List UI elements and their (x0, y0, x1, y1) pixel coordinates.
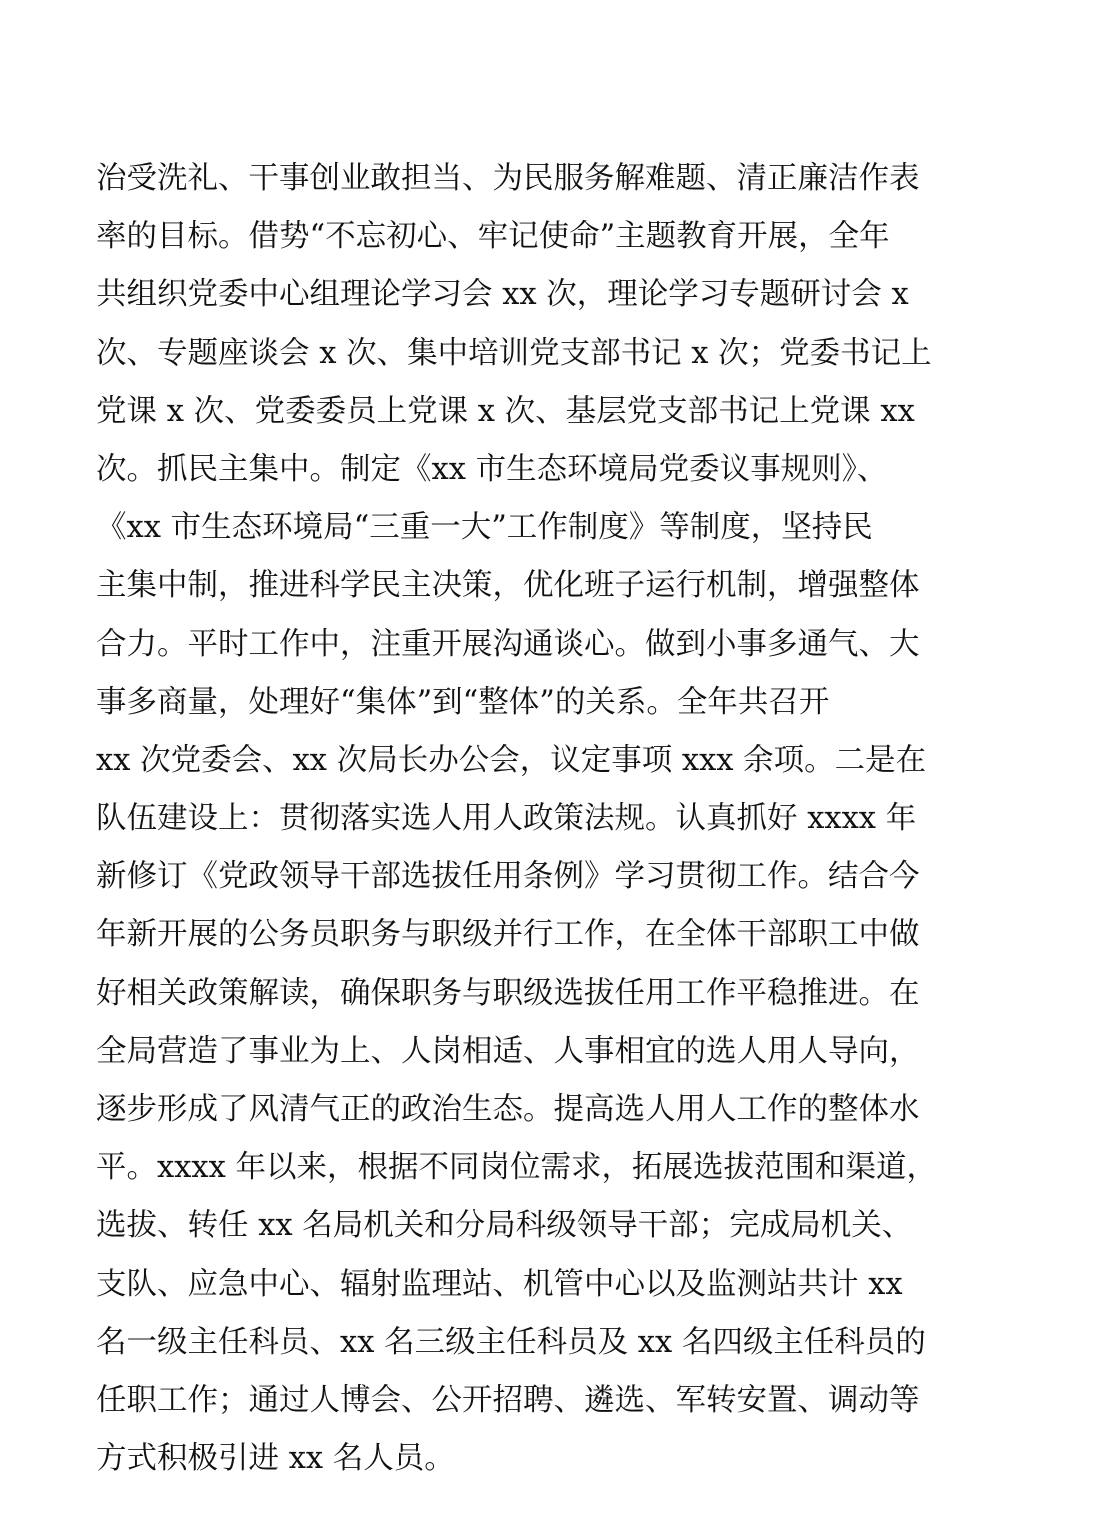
text-line-3: 共组织党委中心组理论学习会 xx 次，理论学习专题研讨会 x (96, 277, 909, 313)
text-line-2: 率的目标。借势“不忘初心、牢记使命”主题教育开展，全年 (96, 219, 890, 255)
text-line-9: 合力。平时工作中，注重开展沟通谈心。做到小事多通气、大 (96, 626, 920, 662)
text-line-21: 名一级主任科员、xx 名三级主任科员及 xx 名四级主任科员的 (96, 1324, 926, 1360)
text-line-6: 次。抓民主集中。制定《xx 市生态环境局党委议事规则》、 (96, 451, 888, 487)
text-line-5: 党课 x 次、党委委员上党课 x 次、基层党支部书记上党课 xx (96, 393, 915, 429)
text-line-18: 平。xxxx 年以来，根据不同岗位需求，拓展选拔范围和渠道， (96, 1150, 937, 1186)
text-line-15: 好相关政策解读，确保职务与职级选拔任用工作平稳推进。在 (96, 975, 920, 1011)
text-line-22: 任职工作；通过人博会、公开招聘、遴选、军转安置、调动等 (96, 1382, 920, 1418)
text-line-12: 队伍建设上：贯彻落实选人用人政策法规。认真抓好 xxxx 年 (96, 801, 917, 837)
text-line-20: 支队、应急中心、辐射监理站、机管中心以及监测站共计 xx (96, 1266, 903, 1302)
text-line-7: 《xx 市生态环境局“三重一大”工作制度》等制度，坚持民 (96, 510, 873, 546)
text-line-10: 事多商量，处理好“集体”到“整体”的关系。全年共召开 (96, 684, 830, 720)
body-paragraph (96, 150, 1056, 1488)
text-line-16: 全局营造了事业为上、人岗相适、人事相宜的选人用人导向， (96, 1033, 920, 1069)
text-line-17: 逐步形成了风清气正的政治生态。提高选人用人工作的整体水 (96, 1092, 920, 1127)
text-line-1: 治受洗礼、干事创业敢担当、为民服务解难题、清正廉洁作表 (96, 161, 920, 196)
text-line-14: 年新开展的公务员职务与职级并行工作，在全体干部职工中做 (96, 917, 920, 953)
text-line-13: 新修订《党政领导干部选拔任用条例》学习贯彻工作。结合今 (96, 859, 920, 895)
text-line-4: 次、专题座谈会 x 次、集中培训党支部书记 x 次；党委书记上 (96, 335, 932, 371)
text-line-19: 选拔、转任 xx 名局机关和分局科级领导干部；完成局机关、 (96, 1208, 913, 1244)
text-line-23: 方式积极引进 xx 名人员。 (96, 1441, 455, 1477)
text-line-11: xx 次党委会、xx 次局长办公会，议定事项 xxx 余项。二是在 (96, 742, 927, 778)
text-line-8: 主集中制，推进科学民主决策，优化班子运行机制，增强整体 (96, 568, 920, 604)
